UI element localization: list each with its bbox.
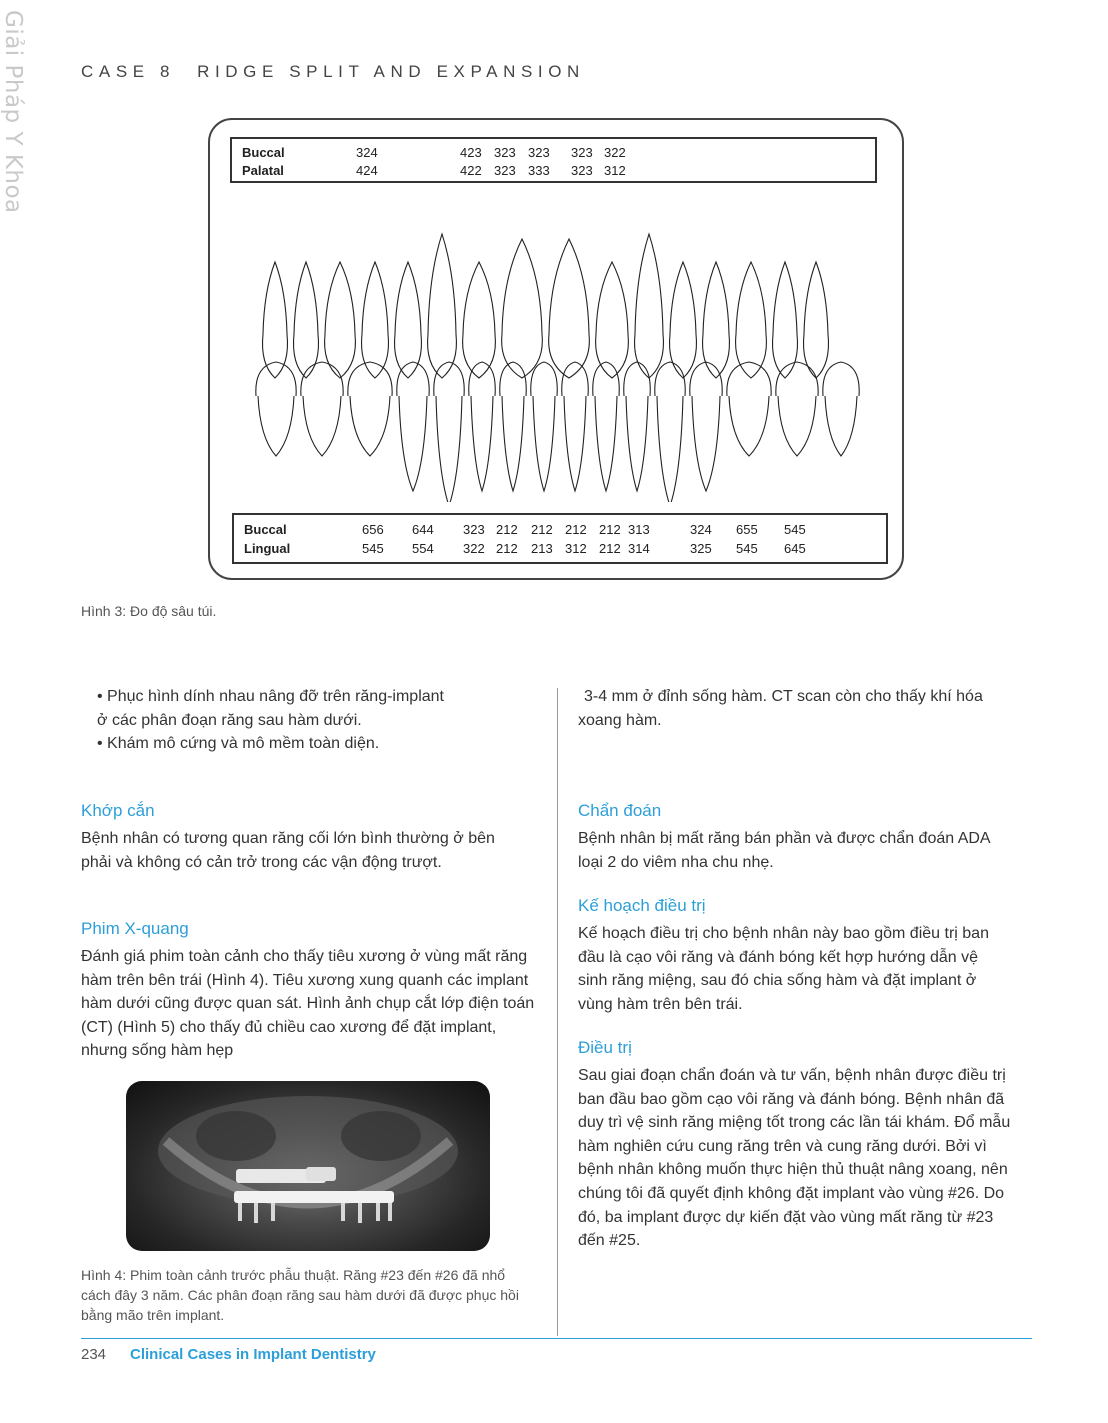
figure4-caption: Hình 4: Phim toàn cảnh trước phẫu thuật. Răng #23 đến #26 đã nhổ cách đây 3 năm. Các phân đoạn răng sau hàm dưới đã được phục hồi bằng mão trên implant. bbox=[81, 1267, 519, 1323]
lower-tooth bbox=[690, 362, 722, 491]
upper-tooth bbox=[294, 262, 319, 378]
lower-tooth bbox=[348, 362, 392, 456]
lower-pocket-table bbox=[232, 513, 888, 564]
column-divider bbox=[557, 688, 558, 1336]
bullet-list bbox=[97, 685, 547, 756]
row-label: Palatal bbox=[242, 163, 284, 178]
upper-tooth bbox=[549, 239, 590, 378]
lower-tooth bbox=[397, 362, 429, 491]
value-cell: 322 bbox=[463, 541, 485, 556]
value-cell: 656 bbox=[362, 522, 384, 537]
case-label: CASE 8 bbox=[81, 62, 176, 81]
upper-tooth bbox=[395, 262, 422, 378]
value-cell: 554 bbox=[412, 541, 434, 556]
treatment-heading: Điều trị bbox=[578, 1038, 632, 1057]
value-cell: 423 bbox=[460, 145, 482, 160]
value-cell: 545 bbox=[362, 541, 384, 556]
row-label: Buccal bbox=[244, 522, 287, 537]
upper-tooth bbox=[635, 234, 664, 378]
value-cell: 213 bbox=[531, 541, 553, 556]
upper-buccal-row bbox=[232, 145, 875, 163]
upper-palatal-row bbox=[232, 163, 875, 181]
lower-tooth bbox=[469, 362, 495, 491]
value-cell: 312 bbox=[565, 541, 587, 556]
upper-tooth bbox=[502, 239, 543, 378]
value-cell: 424 bbox=[356, 163, 378, 178]
lower-lingual-row bbox=[234, 541, 886, 559]
upper-pocket-table bbox=[230, 137, 877, 183]
upper-tooth bbox=[362, 262, 389, 378]
upper-tooth bbox=[596, 262, 629, 378]
xray-paragraph: Đánh giá phim toàn cảnh cho thấy tiêu xương ở vùng mất răng hàm trên bên trái (Hình 4). Tiêu xương xung quanh các implant hàm dưới cũng được quan sát. Hình ảnh chụp cắt lớp điện toán (CT) (Hình 5) cho thấy đủ chiều cao xương để đặt implant, nhưng sống hàm hẹp bbox=[81, 948, 535, 1060]
upper-tooth bbox=[804, 262, 829, 378]
value-cell: 314 bbox=[628, 541, 650, 556]
value-cell: 545 bbox=[736, 541, 758, 556]
lower-teeth bbox=[256, 362, 859, 502]
value-cell: 323 bbox=[494, 145, 516, 160]
upper-tooth bbox=[703, 262, 730, 378]
upper-tooth bbox=[773, 262, 798, 378]
page-number: 234 bbox=[81, 1346, 107, 1363]
lower-tooth bbox=[593, 362, 619, 491]
value-cell: 212 bbox=[599, 522, 621, 537]
lower-tooth bbox=[434, 362, 464, 502]
value-cell: 325 bbox=[690, 541, 712, 556]
lower-tooth bbox=[500, 362, 526, 491]
value-cell: 655 bbox=[736, 522, 758, 537]
upper-tooth bbox=[736, 262, 767, 378]
occlusion-heading: Khớp cắn bbox=[81, 801, 155, 820]
lower-tooth bbox=[823, 362, 859, 456]
dental-arch-diagram bbox=[244, 212, 872, 502]
lower-buccal-row bbox=[234, 522, 886, 540]
value-cell: 313 bbox=[628, 522, 650, 537]
upper-tooth bbox=[428, 234, 457, 378]
lower-tooth bbox=[655, 362, 685, 502]
upper-tooth bbox=[325, 262, 356, 378]
case-header bbox=[81, 62, 585, 82]
value-cell: 312 bbox=[604, 163, 626, 178]
watermark: Giải Pháp Y Khoa bbox=[0, 10, 26, 214]
value-cell: 324 bbox=[356, 145, 378, 160]
upper-tooth bbox=[670, 262, 697, 378]
bullet-item-continuation: ở các phân đoạn răng sau hàm dưới. bbox=[97, 711, 362, 729]
value-cell: 212 bbox=[496, 541, 518, 556]
lower-tooth bbox=[624, 362, 650, 491]
treatment-plan-paragraph: Kế hoạch điều trị cho bệnh nhân này bao gồm điều trị ban đầu là cạo vôi răng và đánh bóng kết hợp hướng dẫn vệ sinh răng miệng, sau đó chia sống hàm và đặt implant ở vùng hàm trên bên trái. bbox=[578, 925, 989, 1013]
value-cell: 212 bbox=[496, 522, 518, 537]
value-cell: 644 bbox=[412, 522, 434, 537]
diagnosis-heading: Chẩn đoán bbox=[578, 801, 662, 820]
value-cell: 212 bbox=[599, 541, 621, 556]
value-cell: 323 bbox=[571, 163, 593, 178]
value-cell: 323 bbox=[463, 522, 485, 537]
treatment-plan-heading: Kế hoạch điều trị bbox=[578, 896, 706, 915]
upper-tooth bbox=[263, 262, 288, 378]
value-cell: 422 bbox=[460, 163, 482, 178]
value-cell: 324 bbox=[690, 522, 712, 537]
figure3-caption: Hình 3: Đo độ sâu túi. bbox=[81, 603, 217, 619]
panoramic-xray-image bbox=[126, 1081, 490, 1251]
lower-tooth bbox=[562, 362, 588, 491]
continuation-paragraph: 3-4 mm ở đỉnh sống hàm. CT scan còn cho thấy khí hóa xoang hàm. bbox=[578, 688, 983, 729]
diagnosis-paragraph: Bệnh nhân bị mất răng bán phần và được chẩn đoán ADA loại 2 do viêm nha chu nhẹ. bbox=[578, 830, 990, 871]
value-cell: 212 bbox=[565, 522, 587, 537]
value-cell: 333 bbox=[528, 163, 550, 178]
xray-heading: Phim X-quang bbox=[81, 919, 189, 938]
footer-rule bbox=[81, 1338, 1032, 1339]
treatment-paragraph: Sau giai đoạn chẩn đoán và tư vấn, bệnh nhân được điều trị ban đầu bao gồm cạo vôi răng và đánh bóng. Bệnh nhân đã duy trì vệ sinh răng miệng tốt trong các lần tái khám. Đổ mẫu hàm nghiên cứu cung răng trên và cung răng dưới. Bởi vì bệnh nhân không muốn thực hiện thủ thuật nâng xoang, nên chúng tôi đã quyết định không đặt implant vào vùng #26. Do đó, ba implant được dự kiến đặt vào vùng mất răng từ #23 đến #25. bbox=[578, 1067, 1011, 1250]
lower-tooth bbox=[256, 362, 296, 456]
bullet-item: • Khám mô cứng và mô mềm toàn diện. bbox=[97, 735, 380, 753]
upper-teeth bbox=[263, 234, 829, 378]
upper-tooth bbox=[463, 262, 496, 378]
row-label: Lingual bbox=[244, 541, 291, 556]
value-cell: 323 bbox=[494, 163, 516, 178]
value-cell: 212 bbox=[531, 522, 553, 537]
value-cell: 322 bbox=[604, 145, 626, 160]
value-cell: 323 bbox=[571, 145, 593, 160]
value-cell: 323 bbox=[528, 145, 550, 160]
value-cell: 545 bbox=[784, 522, 806, 537]
value-cell: 645 bbox=[784, 541, 806, 556]
row-label: Buccal bbox=[242, 145, 285, 160]
book-title: Clinical Cases in Implant Dentistry bbox=[130, 1346, 376, 1363]
pocket-depth-chart bbox=[208, 118, 904, 580]
panoramic-xray-drawing bbox=[126, 1081, 490, 1251]
bullet-item: • Phục hình dính nhau nâng đỡ trên răng-implant bbox=[97, 688, 444, 705]
case-title: RIDGE SPLIT AND EXPANSION bbox=[197, 62, 585, 81]
lower-tooth bbox=[531, 362, 557, 491]
lower-tooth bbox=[776, 362, 818, 456]
occlusion-paragraph: Bệnh nhân có tương quan răng cối lớn bình thường ở bên phải và không có cản trở trong các vận động trượt. bbox=[81, 830, 495, 871]
